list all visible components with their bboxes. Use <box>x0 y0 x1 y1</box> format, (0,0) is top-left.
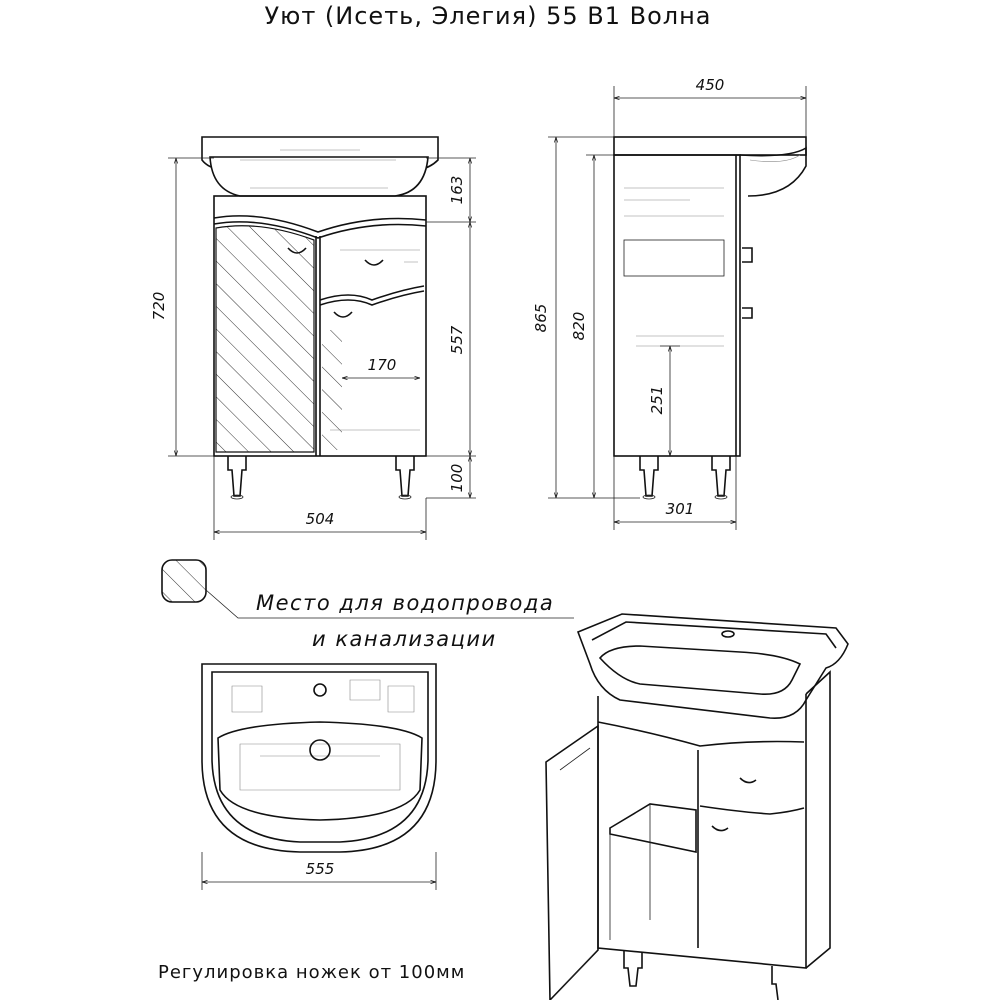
front-view <box>202 137 438 499</box>
top-view <box>202 664 436 852</box>
front-sink-bowl <box>210 157 428 196</box>
pipe-zone-hatch <box>216 226 314 452</box>
drawer-handle <box>365 260 383 265</box>
side-view <box>614 137 806 499</box>
dim-legs-height: 100 <box>448 463 466 493</box>
side-handle-2 <box>742 308 752 318</box>
dim-overall-width: 504 <box>305 510 335 528</box>
faucet-hole <box>314 684 326 696</box>
dim-sink-height: 163 <box>448 175 466 205</box>
dim-depth-top: 450 <box>695 76 725 94</box>
dim-side-depth: 301 <box>665 500 695 518</box>
iso-open-door[interactable] <box>546 726 598 1000</box>
legend-line-1: Место для водопровода <box>256 591 555 615</box>
dim-shelf-height: 251 <box>648 385 666 415</box>
dim-cabinet-height: 720 <box>150 291 168 321</box>
dim-shelf-depth: 170 <box>367 356 397 374</box>
legend-line-2: и канализации <box>312 627 497 651</box>
iso-door-handle <box>712 826 728 831</box>
iso-drawer-handle <box>740 778 756 783</box>
dim-total-height: 865 <box>532 303 550 333</box>
dim-mount-height: 820 <box>570 311 588 341</box>
side-handle-1 <box>742 248 752 262</box>
top-sink-bowl <box>218 722 422 820</box>
dim-body-height: 557 <box>448 325 466 355</box>
isometric-view <box>546 614 848 1000</box>
top-dimensions <box>202 852 436 890</box>
footnote-legs-adjustment: Регулировка ножек от 100мм <box>158 962 466 983</box>
door-handle-right <box>334 312 352 317</box>
dim-sink-width: 555 <box>305 860 335 878</box>
side-dimensions <box>532 76 806 530</box>
legend-hatch-swatch <box>162 560 206 602</box>
drawing-title: Уют (Исеть, Элегия) 55 В1 Волна <box>264 2 712 30</box>
legend <box>162 560 574 651</box>
